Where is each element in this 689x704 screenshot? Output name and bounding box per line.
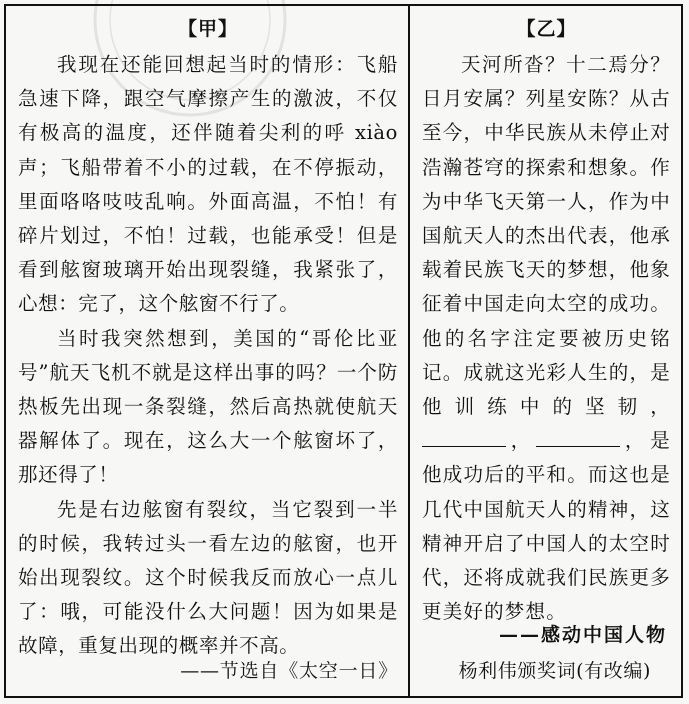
passage-yi-paragraph <box>422 48 671 629</box>
fill-blank-1[interactable] <box>422 424 506 447</box>
passage-yi-source-line-1: ——感动中国人物 <box>498 624 667 646</box>
passage-jia-source: ——节选自《太空一日》 <box>180 660 398 682</box>
passage-yi-title: 【乙】 <box>516 18 577 40</box>
passage-yi-text-after-blanks: ，是他成功后的平和。而这也是几代中国航天人的精神，这精神开启了中国人的太空时代，还将成就我们民族更多更美好的梦想。 <box>422 429 672 624</box>
passage-frame <box>4 4 683 698</box>
fill-blank-2[interactable] <box>536 424 620 447</box>
passage-jia-paragraph-2: 当时我突然想到，美国的“哥伦比亚号”航天飞机不就是这样出事的吗？一个防热板先出现一条裂缝，然后高热就使航天器解体了。现在，这么大一个舷窗坏了，那还得了！ <box>18 326 398 487</box>
passage-jia-paragraph-1: 我现在还能回想起当时的情形：飞船急速下降，跟空气摩擦产生的激波，不仅有极高的温度，还伴随着尖利的呼 xiào 声；飞船带着不小的过载，在不停振动，里面咯咯吱吱乱响。外面高温，不怕！有碎片划过，不怕！过载，也能承受！但是看到舷窗玻璃开始出现裂缝，我紧张了，心想：完了，这个舷窗不行了。 <box>18 53 398 316</box>
passage-yi-comma: ， <box>506 429 537 453</box>
passage-jia <box>6 6 410 696</box>
passage-jia-title: 【甲】 <box>177 18 238 40</box>
passage-yi-text-before-blanks: 天河所沓？十二焉分？日月安属？列星安陈？从古至今，中华民族从未停止对浩瀚苍穹的探索和想象。作为中华飞天第一人，作为中国航天人的杰出代表，他承载着民族飞天的梦想，他象征着中国走向太空的成功。他的名字注定要被历史铭记。成就这光彩人生的，是他训练中的坚韧， <box>422 53 671 419</box>
passage-jia-paragraph-3: 先是右边舷窗有裂纹，当它裂到一半的时候，我转过头一看左边的舷窗，也开始出现裂纹。这个时候我反而放心一点儿了：哦，可能没什么大问题！因为如果是故障，重复出现的概率并不高。 <box>18 497 398 658</box>
passage-yi-source-line-2: 杨利伟颁奖词(有改编) <box>458 660 651 682</box>
passage-yi <box>410 6 681 696</box>
